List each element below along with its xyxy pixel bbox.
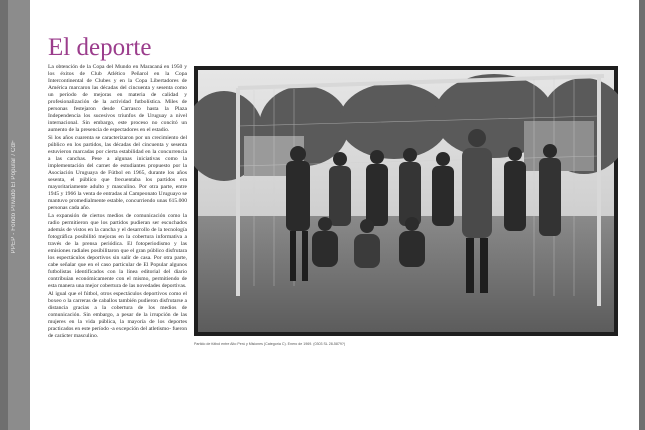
paragraph-2: Si los años cuarenta se caracterizaron por un crecimiento del público en los partidos, las décadas del cincuenta y sesenta estuvieron marcadas por cierta estabilidad en la concurrencia a las canchas. Pese a algunas iniciativas como la implementación del carnet de estudiantes propuesto por la Asociación Uruguaya de Fútbol en 1965, durante los años sesenta, el público que frecuentaba los partidos era mayoritariamente adulto y masculino. Por otra parte, entre 1945 y 1966 la venta de entradas al Campeonato Uruguayo se mantuvo promedialmente estable, concurriendo unas 615.000 personas cada año. xyxy=(48,134,187,212)
paragraph-3: La expansión de ciertos medios de comunicación como la radio permitieron que los partidos pudieran ser escuchados además de vistos en la cancha y el desarrollo de la tecnología fotográfica posibilitó mejoras en la cobertura informativa a través de la prensa periódica. El fotoperiodismo y las emisiones radiales posibilitaron que el gran público disfrutara los espectáculos deportivos sin salir de casa. Por otra parte, cabe señalar que en el caso particular de El Popular algunos futbolistas identificados con la línea editorial del diario contribuían económicamente con el mismo, permitiendo de esta manera una mejor cobertura de las novedades deportivas. xyxy=(48,212,187,290)
magazine-page xyxy=(8,0,639,430)
side-credit-text: PPEP - Fondo Privado El Popular / CdF xyxy=(11,140,17,254)
photo-frame xyxy=(194,66,618,336)
team-players-kneeling xyxy=(312,217,425,268)
body-text-column xyxy=(48,64,187,341)
paragraph-1: La obtención de la Copa del Mundo en Maracaná en 1950 y los éxitos de Club Atlético Peñarol en la Copa Intercontinental de Clubes y en la Copa Libertadores de América marcaron las décadas del cincuenta y sesenta como un período de mejoras en materia de calidad y profesionalización de la actividad futbolística. Miles de personas festejaron desde Carrasco hasta la Plaza Independencia los sucesivos triunfos de Uruguay a nivel internacional. Sin embargo, este proceso no concitó un aumento de la presencia de espectadores en el estadio. xyxy=(48,64,187,134)
paragraph-4: Al igual que el fútbol, otros espectáculos deportivos como el boxeo o la carreras de caballos también pudieron disfrutarse a distancia gracias a la cobertura de los medios de comunicación. Sin embargo, a pesar de la irrupción de las mujeres en la vida pública, la mayoría de los deportes practicados en este período -a excepción del atletismo- fueron de carácter masculino. xyxy=(48,291,187,340)
page-title: El deporte xyxy=(48,34,152,61)
football-team-photo xyxy=(194,66,618,336)
side-strip xyxy=(8,0,30,430)
photo-caption: Partido de fútbol entre Alto Perú y Misiones (Categoría C). Enero de 1969. (0303 SL 28-5879?) xyxy=(194,342,346,346)
